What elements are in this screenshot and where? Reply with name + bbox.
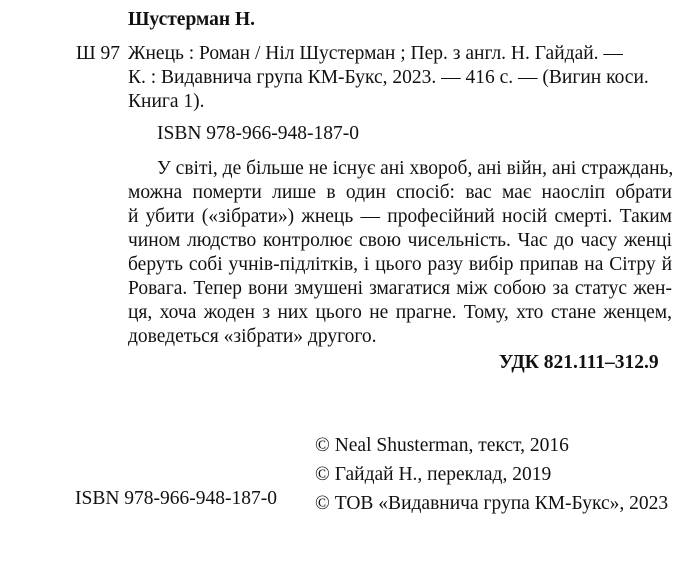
bibliographic-description <box>128 42 649 114</box>
abstract-line: Ровага. Тепер вони змушені змагатися між собою за статус жен- <box>128 278 672 299</box>
copyright-line: © Гайдай Н., переклад, 2019 <box>315 464 552 485</box>
udk-code: УДК 821.111–312.9 <box>499 352 659 373</box>
bibliographic-line: Книга 1). <box>128 91 205 112</box>
catalog-code: Ш 97 <box>76 43 121 64</box>
copyright-block <box>315 434 668 521</box>
bibliographic-line: К. : Видавнича група КМ-Букс, 2023. — 416 с. — (Вигин коси. <box>128 67 649 88</box>
copyright-line: © ТОВ «Видавнича група КМ-Букс», 2023 <box>315 493 669 514</box>
abstract-line: У світі, де більше не існує ані хвороб, ані війн, ані страждань, <box>157 158 674 179</box>
copyright-line: © Neal Shusterman, текст, 2016 <box>315 435 569 456</box>
abstract-line: беруть собі учнів-підлітків, і цього разу вибір припав на Сітру й <box>128 254 672 275</box>
abstract-line: чином людство контролює свою чисельність. Час до часу женці <box>128 230 672 251</box>
author-heading: Шустерман Н. <box>128 9 256 30</box>
abstract <box>128 157 672 349</box>
bibliographic-line: Жнець : Роман / Ніл Шустерман ; Пер. з англ. Н. Гайдай. — <box>128 43 623 64</box>
abstract-line: доведеться «зібрати» другого. <box>128 326 377 347</box>
abstract-line: ця, хоча жоден з них цього не прагне. Тому, хто стане женцем, <box>128 302 672 323</box>
isbn-bottom: ISBN 978-966-948-187-0 <box>75 488 278 509</box>
abstract-line: й убити («зібрати») жнець — професійний носій смерті. Таким <box>128 206 672 227</box>
isbn-top: ISBN 978-966-948-187-0 <box>157 123 360 144</box>
abstract-line: можна померти лише в один спосіб: вас має наосліп обрати <box>128 182 672 203</box>
